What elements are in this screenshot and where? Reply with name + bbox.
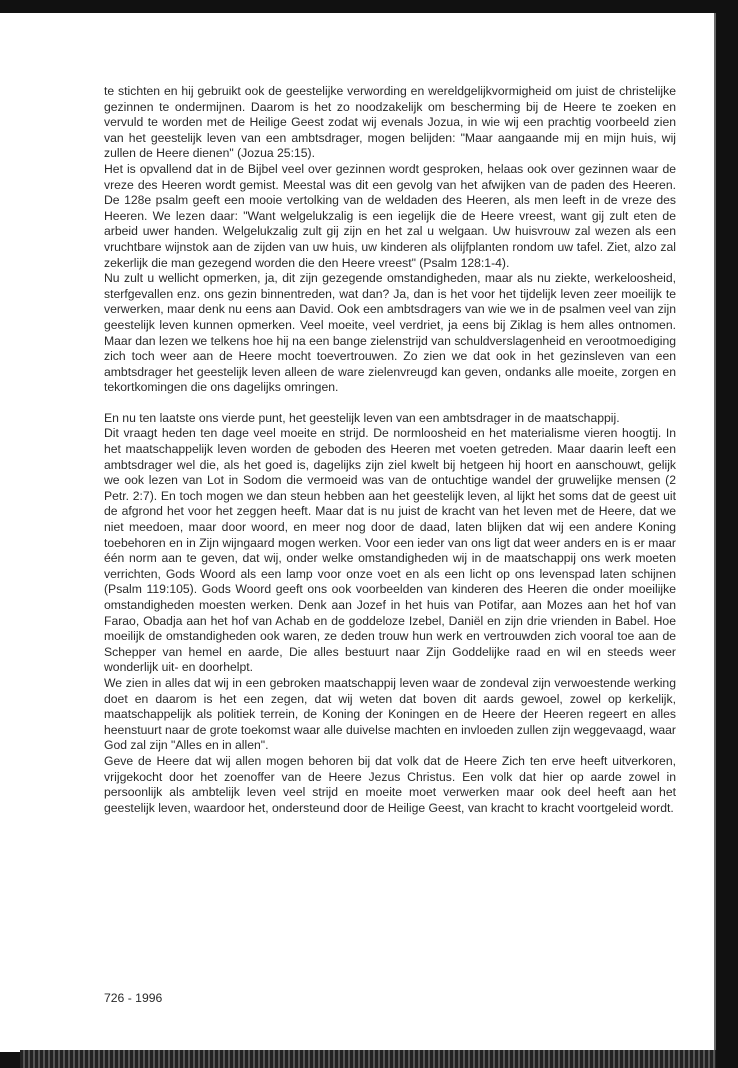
paragraph: En nu ten laatste ons vierde punt, het geestelijk leven van een ambtsdrager in de maatschappij. <box>104 410 620 425</box>
paragraph: Het is opvallend dat in de Bijbel veel over gezinnen wordt gesproken, helaas ook over gezinnen waar de vreze des Heeren wordt gemist. Meestal was dit een gevolg van het afwijken van de paden des Heeren. De 128e psalm geeft een mooie vertolking van de weldaden des Heeren, als men leeft in de vreze des Heeren. We lezen daar: "Want welgelukzalig is een iegelijk die de Heere vreest, want gij zult eten de arbeid uwer handen. Welgelukzalig zult gij zijn en het zal u welgaan. Uw huisvrouw zal wezen als een vruchtbare wijnstok aan de zijden van uw huis, uw kinderen als olijfplanten rondom uw tafel. Ziet, alzo zal zekerlijk die man gezegend worden die den Heere vreest" (Psalm 128:1-4). <box>104 161 676 270</box>
page-body <box>104 84 676 816</box>
page-number: 726 - 1996 <box>104 991 163 1005</box>
paragraph: te stichten en hij gebruikt ook de geestelijke verwording en wereldgelijkvormigheid om juist de christelijke gezinnen te ondermijnen. Daarom is het zo noodzakelijk om bescherming bij de Heere te zoeken en vervuld te worden met de Heilige Geest zodat wij evenals Jozua, in wie wij een prachtig voorbeeld zien van het geestelijk leven van een ambtsdrager, mogen belijden: "Maar aangaande mij en mijn huis, wij zullen de Heere dienen" (Jozua 25:15). <box>104 84 676 161</box>
scan-border-bottom-hatch <box>20 1050 716 1068</box>
scan-border-right-edge <box>714 13 716 1053</box>
paragraph: We zien in alles dat wij in een gebroken maatschappij leven waar de zondeval zijn verwoestende werking doet en daarom is het een zegen, dat wij weten dat boven dit aards gewoel, zowel op kerkelijk, maatschappelijk als politiek terrein, de Koning der Koningen en de Heere der Heeren regeert en alles heenstuurt naar de grote toekomst waar alle duivelse machten en invloeden zullen zijn weggevaagd, waar God zal zijn "Alles en in allen". <box>104 675 676 753</box>
paragraph: Geve de Heere dat wij allen mogen behoren bij dat volk dat de Heere Zich ten erve heeft uitverkoren, vrijgekocht door het zoenoffer van de Heere Jezus Christus. Een volk dat hier op aarde zowel in persoonlijk als ambtelijk leven veel strijd en moeite moet verwerken maar ook deel heeft aan het geestelijk leven, waardoor het, ondersteund door de Heilige Geest, van kracht to kracht voortgeleid wordt. <box>104 753 676 815</box>
paragraph-gap <box>104 396 676 411</box>
paragraph: Dit vraagt heden ten dage veel moeite en strijd. De normloosheid en het materialisme vieren hoogtij. In het maatschappelijk leven worden de geboden des Heeren met voeten getreden. Maar daarin leeft een ambtsdrager wel die, als het goed is, dagelijks zijn ziel kwelt bij hetgeen hij hoort en aanschouwt, gelijk we ook lezen van Lot in Sodom die vermoeid was van de ontuchtige wandel der gruwelijke mensen (2 Petr. 2:7). En toch mogen we dan steun hebben aan het geestelijk leven, al lijkt het soms dat de geest uit de afgrond het voor het zeggen heeft. Maar dat is nu juist de kracht van het leven met de Heere, dat we niet meedoen, maar door woord, en meer nog door de daad, laten blijken dat wij een andere Koning toebehoren en in Zijn wijngaard mogen werken. Voor een ieder van ons ligt dat weer anders en is er maar één norm aan te geven, dat wij, onder welke omstandigheden wij in de maatschappij ons werk moeten verrichten, Gods Woord als een lamp voor onze voet en als een licht op ons levenspad laten schijnen (Psalm 119:105). Gods Woord geeft ons ook voorbeelden van kinderen des Heeren die onder moeilijke omstandigheden moesten werken. Denk aan Jozef in het huis van Potifar, aan Mozes aan het hof van Farao, Obadja aan het hof van Achab en de goddeloze Izebel, Daniël en zijn drie vrienden in Babel. Hoe moeilijk de omstandigheden ook waren, ze deden trouw hun werk en vertrouwden zich vooral toe aan de Schepper van hemel en aarde, Die alles bestuurt naar Zijn Goddelijke raad en wil en steeds weer wonderlijk uit- en doorhelpt. <box>104 426 676 675</box>
scan-border-right <box>716 0 738 1068</box>
paragraph: Nu zult u wellicht opmerken, ja, dit zijn gezegende omstandigheden, maar als nu ziekte, werkeloosheid, sterfgevallen enz. ons gezin binnentreden, wat dan? Ja, dan is het voor het tijdelijk leven zeer moeilijk te verwerken, maar denk nu eens aan David. Ook een ambtsdragers van wie we in de psalmen veel van zijn geestelijk leven kunnen opmerken. Veel moeite, veel verdriet, ja eens bij Ziklag is hem alles ontnomen. Maar dan lezen we telkens hoe hij na een bange zielenstrijd van schuldverslagenheid en verootmoediging zich toch weer aan de Heere mocht toevertrouwen. Zo zien we dat ook in het gezinsleven van een ambtsdrager het geestelijk leven alleen de ware zielenvreugd kan geven, ondanks alle moeite, zorgen en tekortkomingen die ons dagelijks omringen. <box>104 271 676 395</box>
scan-border-top <box>0 0 738 13</box>
